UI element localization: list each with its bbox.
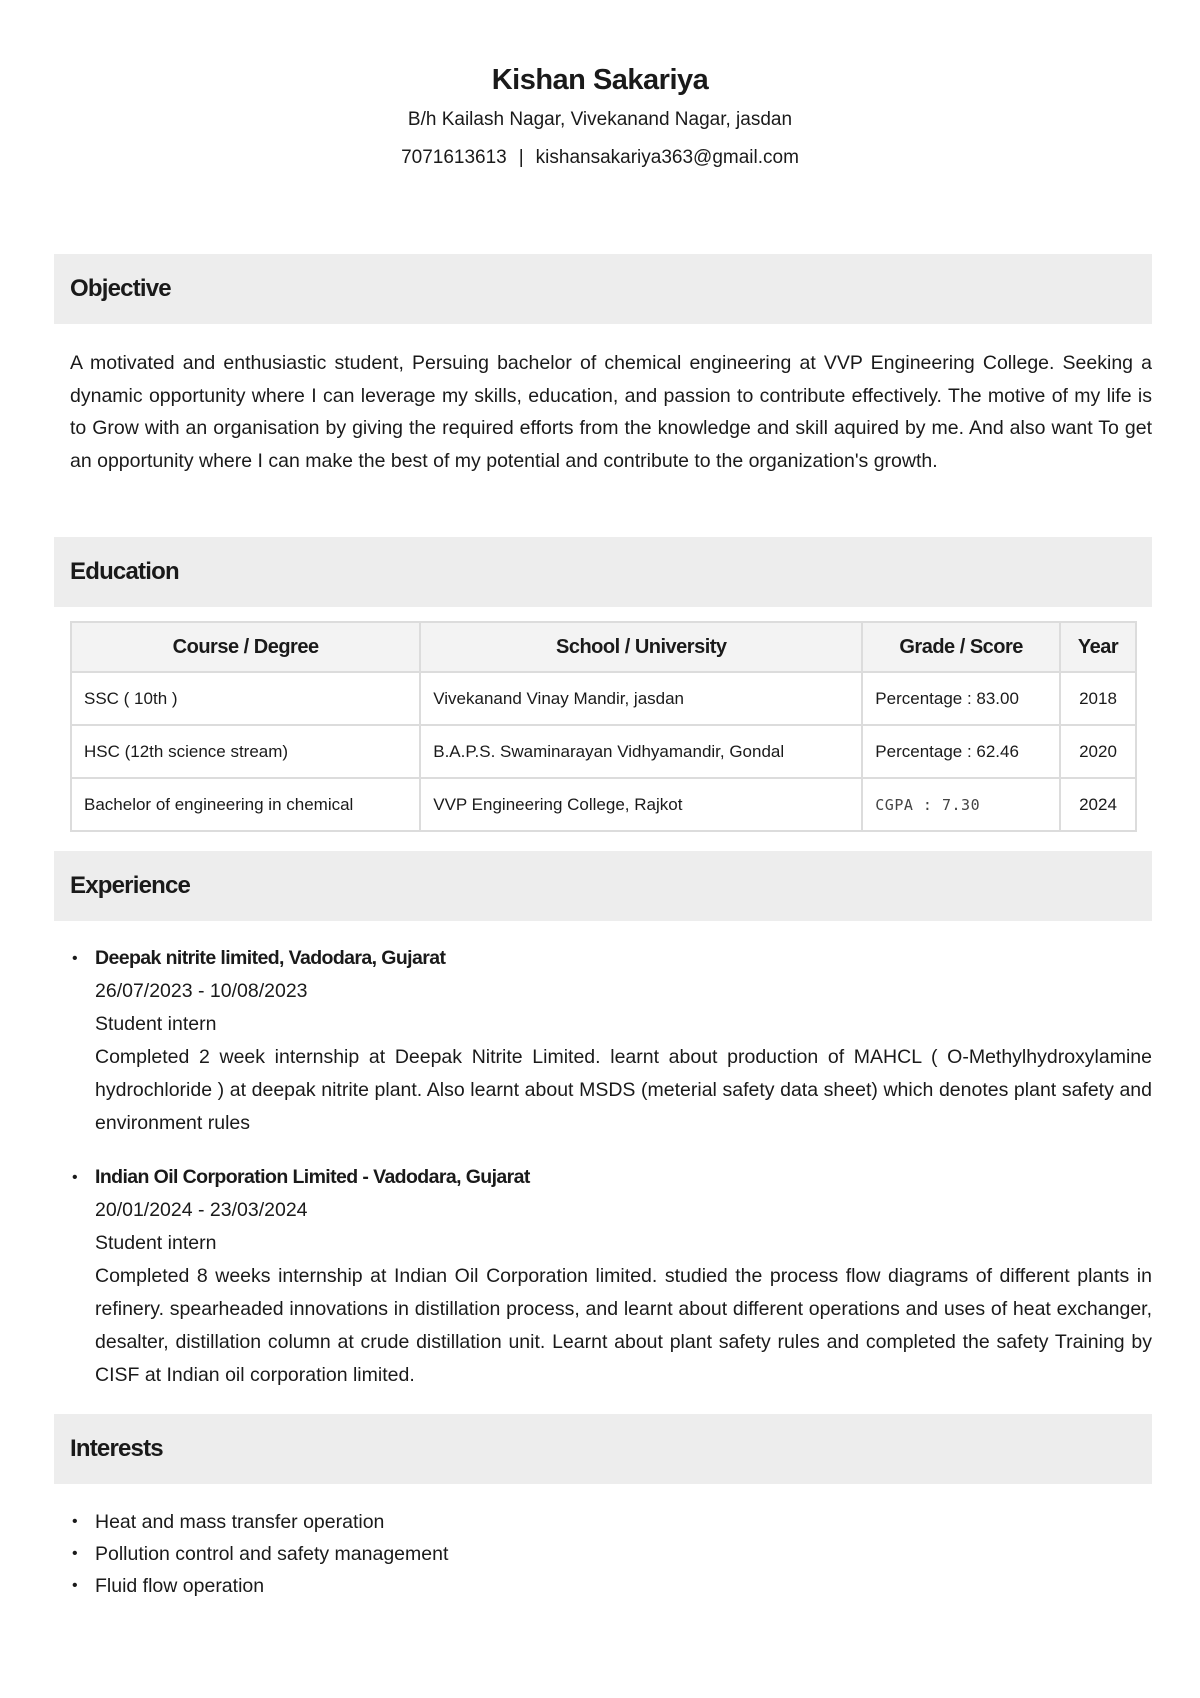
experience-dates: 26/07/2023 - 10/08/2023 — [95, 980, 308, 1002]
column-header-grade: Grade / Score — [862, 622, 1060, 672]
experience-company: Deepak nitrite limited, Vadodara, Gujarat — [95, 947, 446, 969]
course-cell: Bachelor of engineering in chemical — [71, 778, 420, 831]
interest-label: Heat and mass transfer operation — [95, 1511, 385, 1533]
grade-cell: Percentage : 62.46 — [862, 725, 1060, 778]
table-header-row — [71, 622, 1136, 672]
year-cell: 2018 — [1060, 672, 1136, 725]
year-cell: 2024 — [1060, 778, 1136, 831]
bullet-icon: • — [72, 1545, 78, 1562]
table-row — [71, 778, 1136, 831]
resume-header — [0, 60, 1200, 172]
interest-label: Fluid flow operation — [95, 1575, 265, 1597]
table-row — [71, 725, 1136, 778]
phone-number: 7071613613 — [401, 147, 507, 168]
experience-role: Student intern — [95, 1232, 217, 1254]
experience-description: Completed 2 week internship at Deepak Nitrite Limited. learnt about production of MAHCL ( O-Methylhydroxylamine hydrochloride ) at deepak nitrite plant. Also learnt about MSDS (meterial safety data sheet) which denotes plant safety and environment rules — [95, 1046, 1152, 1134]
list-item — [70, 1506, 1152, 1538]
experience-role: Student intern — [95, 1013, 217, 1035]
address: B/h Kailash Nagar, Vivekanand Nagar, jasdan — [407, 109, 793, 130]
bullet-icon: • — [72, 1169, 78, 1186]
email-address: kishansakariya363@gmail.com — [535, 147, 799, 168]
bullet-icon: • — [72, 950, 78, 967]
experience-dates: 20/01/2024 - 23/03/2024 — [95, 1199, 308, 1221]
table-row — [71, 672, 1136, 725]
course-cell: HSC (12th science stream) — [71, 725, 420, 778]
list-item — [70, 1570, 1152, 1602]
column-header-school: School / University — [420, 622, 862, 672]
section-heading-interests: Interests — [54, 1414, 1152, 1484]
candidate-name: Kishan Sakariya — [491, 64, 709, 96]
contact-separator: | — [518, 147, 524, 168]
list-item — [70, 1538, 1152, 1570]
interests-list — [70, 1506, 1152, 1602]
school-cell: B.A.P.S. Swaminarayan Vidhyamandir, Gondal — [420, 725, 862, 778]
experience-item — [70, 1161, 1152, 1392]
experience-description: Completed 8 weeks internship at Indian Oil Corporation limited. studied the process flow diagrams of different plants in refinery. spearheaded innovations in distillation process, and learnt about different operations and uses of heat exchanger, desalter, distillation column at crude distillation unit. Learnt about plant safety rules and completed the safety Training by CISF at Indian oil corporation limited. — [95, 1265, 1152, 1386]
column-header-course: Course / Degree — [71, 622, 420, 672]
school-cell: VVP Engineering College, Rajkot — [420, 778, 862, 831]
objective-text: A motivated and enthusiastic student, Persuing bachelor of chemical engineering at VVP Engineering College. Seeking a dynamic opportunity where I can leverage my skills, education, and passion to contribute effectively. The motive of my life is to Grow with an organisation by giving the required efforts from the knowledge and skill aquired by me. And also want To get an opportunity where I can make the best of my potential and contribute to the organization's growth. — [70, 352, 1152, 472]
school-cell: Vivekanand Vinay Mandir, jasdan — [420, 672, 862, 725]
year-cell: 2020 — [1060, 725, 1136, 778]
experience-item — [70, 942, 1152, 1140]
bullet-icon: • — [72, 1513, 78, 1530]
section-heading-education: Education — [54, 537, 1152, 607]
experience-company: Indian Oil Corporation Limited - Vadodara, Gujarat — [95, 1166, 530, 1188]
grade-cell: CGPA : 7.30 — [862, 778, 1060, 831]
course-cell: SSC ( 10th ) — [71, 672, 420, 725]
education-table — [70, 621, 1137, 832]
interest-label: Pollution control and safety management — [95, 1543, 449, 1565]
section-heading-experience: Experience — [54, 851, 1152, 921]
grade-cell: Percentage : 83.00 — [862, 672, 1060, 725]
column-header-year: Year — [1060, 622, 1136, 672]
contact-line — [0, 144, 1200, 172]
section-heading-objective: Objective — [54, 254, 1152, 324]
bullet-icon: • — [72, 1577, 78, 1594]
